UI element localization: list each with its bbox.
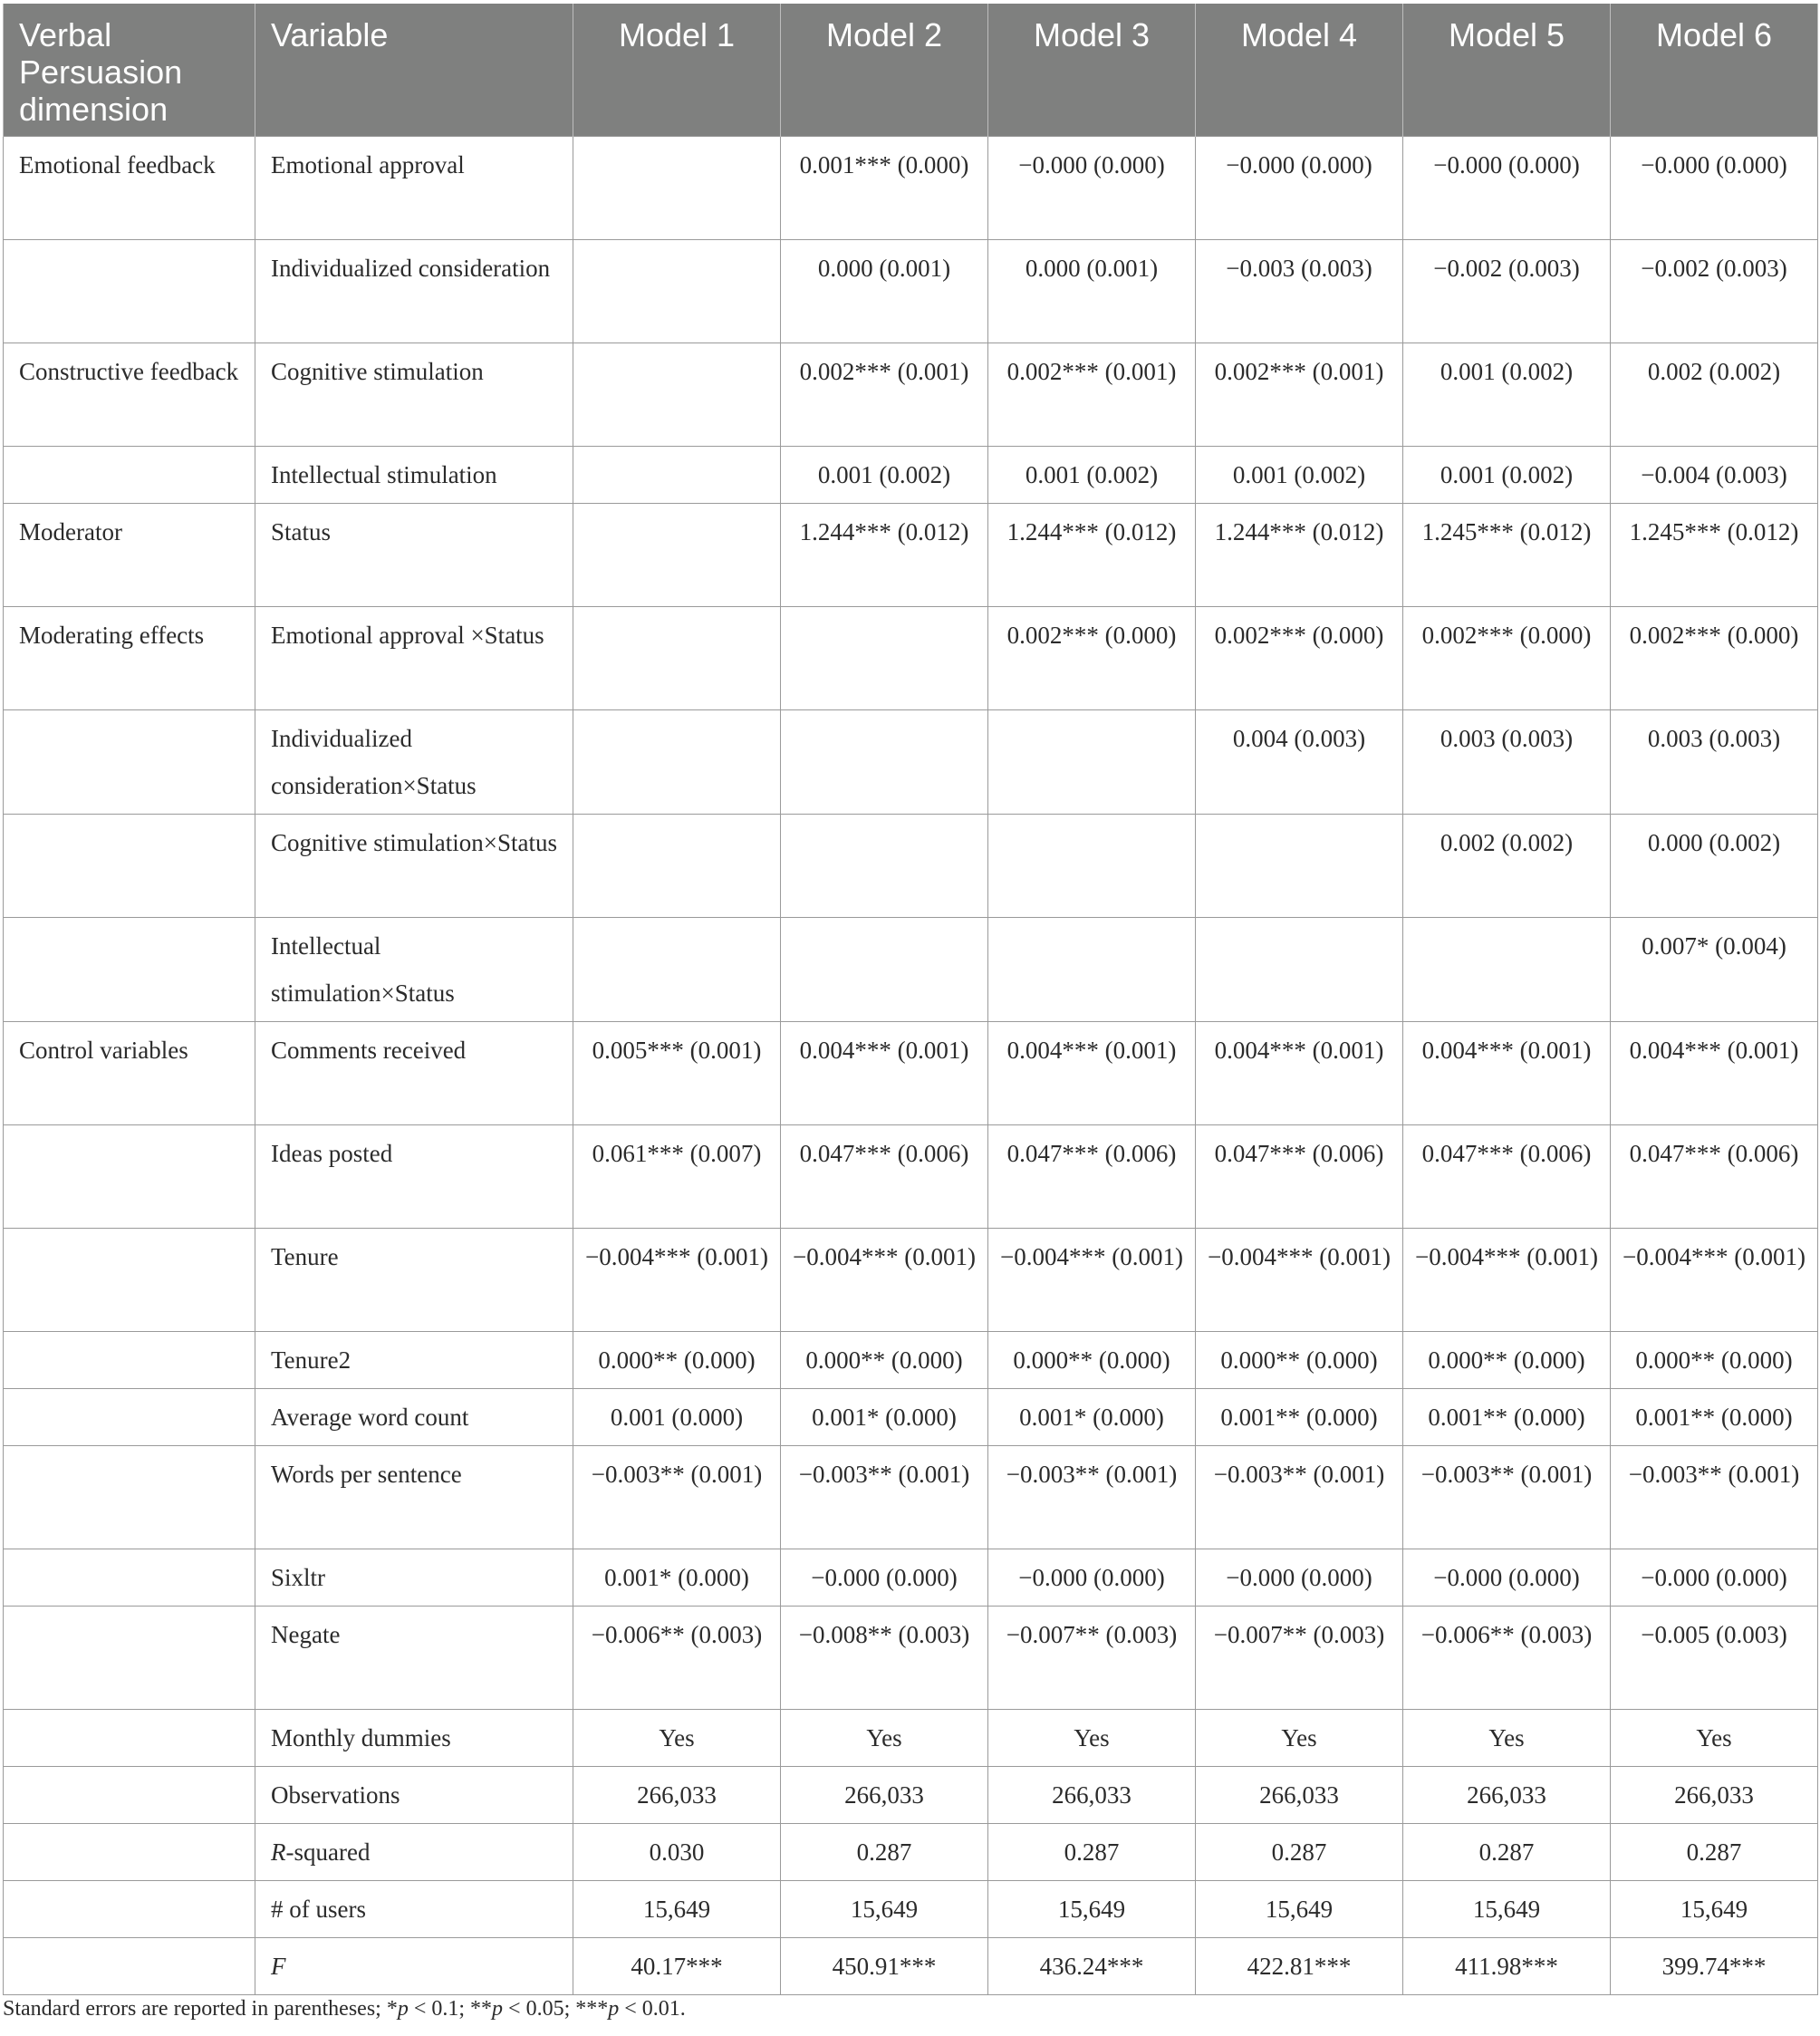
table-row — [4, 607, 1818, 710]
cell-model-6: 15,649 — [1611, 1881, 1818, 1938]
cell-dimension — [4, 918, 255, 1022]
table-row — [4, 1938, 1818, 1995]
table-row — [4, 815, 1818, 918]
cell-model-6: 0.047*** (0.006) — [1611, 1125, 1818, 1229]
table-row — [4, 240, 1818, 343]
cell-dimension — [4, 1710, 255, 1767]
cell-variable: Sixltr — [255, 1549, 573, 1607]
table-row — [4, 1881, 1818, 1938]
table-body — [4, 137, 1818, 1995]
footnote-p2: p — [492, 1997, 504, 2021]
cell-model-1: 40.17*** — [573, 1938, 781, 1995]
cell-model-6: 0.287 — [1611, 1824, 1818, 1881]
header-model-2: Model 2 — [781, 4, 988, 137]
cell-model-6: 0.000 (0.002) — [1611, 815, 1818, 918]
table-row — [4, 1607, 1818, 1710]
cell-model-2: Yes — [781, 1710, 988, 1767]
cell-dimension — [4, 1125, 255, 1229]
cell-model-3: −0.000 (0.000) — [988, 1549, 1196, 1607]
table-row — [4, 1125, 1818, 1229]
cell-model-5: 0.002*** (0.000) — [1403, 607, 1611, 710]
cell-model-3 — [988, 710, 1196, 815]
cell-model-5: 0.001 (0.002) — [1403, 447, 1611, 504]
cell-dimension — [4, 1607, 255, 1710]
table-row — [4, 1824, 1818, 1881]
cell-model-3: −0.007** (0.003) — [988, 1607, 1196, 1710]
cell-variable: Emotional approval ×Status — [255, 607, 573, 710]
cell-model-1: 0.061*** (0.007) — [573, 1125, 781, 1229]
table-header — [4, 4, 1818, 137]
cell-model-1: 15,649 — [573, 1881, 781, 1938]
cell-model-5: 0.001** (0.000) — [1403, 1389, 1611, 1446]
cell-model-4: Yes — [1196, 1710, 1403, 1767]
cell-model-3: −0.003** (0.001) — [988, 1446, 1196, 1549]
cell-model-2: 1.244*** (0.012) — [781, 504, 988, 607]
header-dimension: Verbal Persuasion dimension — [4, 4, 255, 137]
cell-model-5: −0.000 (0.000) — [1403, 1549, 1611, 1607]
cell-model-3 — [988, 918, 1196, 1022]
footnote-t2: < 0.05; *** — [503, 1997, 609, 2021]
cell-model-1: 0.001* (0.000) — [573, 1549, 781, 1607]
cell-model-5: 0.047*** (0.006) — [1403, 1125, 1611, 1229]
cell-model-4: 15,649 — [1196, 1881, 1403, 1938]
cell-variable — [255, 1824, 573, 1881]
cell-model-3: 15,649 — [988, 1881, 1196, 1938]
table-row — [4, 1022, 1818, 1125]
cell-variable: Average word count — [255, 1389, 573, 1446]
cell-model-3: 1.244*** (0.012) — [988, 504, 1196, 607]
cell-model-2: 450.91*** — [781, 1938, 988, 1995]
cell-model-6: 0.007* (0.004) — [1611, 918, 1818, 1022]
cell-model-1: 0.005*** (0.001) — [573, 1022, 781, 1125]
cell-model-5: −0.006** (0.003) — [1403, 1607, 1611, 1710]
header-variable: Variable — [255, 4, 573, 137]
cell-model-4: −0.004*** (0.001) — [1196, 1229, 1403, 1332]
table-row — [4, 343, 1818, 447]
cell-model-4: 0.287 — [1196, 1824, 1403, 1881]
cell-model-4: −0.003** (0.001) — [1196, 1446, 1403, 1549]
cell-model-4: 0.002*** (0.000) — [1196, 607, 1403, 710]
cell-model-2: −0.004*** (0.001) — [781, 1229, 988, 1332]
cell-dimension: Moderator — [4, 504, 255, 607]
cell-model-2 — [781, 918, 988, 1022]
cell-dimension: Emotional feedback — [4, 137, 255, 240]
cell-variable: Tenure — [255, 1229, 573, 1332]
cell-model-1 — [573, 447, 781, 504]
cell-model-3: −0.004*** (0.001) — [988, 1229, 1196, 1332]
cell-model-1 — [573, 918, 781, 1022]
cell-dimension — [4, 1938, 255, 1995]
cell-variable — [255, 1938, 573, 1995]
cell-model-6: Yes — [1611, 1710, 1818, 1767]
cell-model-3 — [988, 815, 1196, 918]
cell-model-4: 0.000** (0.000) — [1196, 1332, 1403, 1389]
cell-dimension: Control variables — [4, 1022, 255, 1125]
table-row — [4, 918, 1818, 1022]
cell-variable: Emotional approval — [255, 137, 573, 240]
cell-model-6: −0.000 (0.000) — [1611, 137, 1818, 240]
cell-model-6: 0.001** (0.000) — [1611, 1389, 1818, 1446]
cell-variable: Status — [255, 504, 573, 607]
cell-model-2: 0.004*** (0.001) — [781, 1022, 988, 1125]
cell-model-5: Yes — [1403, 1710, 1611, 1767]
cell-dimension: Constructive feedback — [4, 343, 255, 447]
cell-model-2: 0.001 (0.002) — [781, 447, 988, 504]
cell-model-2: −0.000 (0.000) — [781, 1549, 988, 1607]
cell-model-5: 0.001 (0.002) — [1403, 343, 1611, 447]
cell-model-3: 0.000 (0.001) — [988, 240, 1196, 343]
cell-dimension — [4, 815, 255, 918]
cell-model-3: −0.000 (0.000) — [988, 137, 1196, 240]
cell-dimension — [4, 1767, 255, 1824]
table-row — [4, 1229, 1818, 1332]
header-model-5: Model 5 — [1403, 4, 1611, 137]
cell-model-5: 0.000** (0.000) — [1403, 1332, 1611, 1389]
table-row — [4, 137, 1818, 240]
cell-model-5: −0.002 (0.003) — [1403, 240, 1611, 343]
cell-variable: Intellectual stimulation×Status — [255, 918, 573, 1022]
variable-rest-part: -squared — [285, 1838, 371, 1866]
cell-model-2: 0.047*** (0.006) — [781, 1125, 988, 1229]
cell-dimension — [4, 1446, 255, 1549]
cell-dimension — [4, 710, 255, 815]
cell-model-6: −0.005 (0.003) — [1611, 1607, 1818, 1710]
cell-model-1: 0.000** (0.000) — [573, 1332, 781, 1389]
cell-model-4 — [1196, 918, 1403, 1022]
footnote-t3: < 0.01. — [619, 1997, 686, 2021]
cell-model-1 — [573, 504, 781, 607]
table-row — [4, 447, 1818, 504]
cell-model-6: −0.002 (0.003) — [1611, 240, 1818, 343]
cell-variable: Cognitive stimulation — [255, 343, 573, 447]
cell-model-6: 1.245*** (0.012) — [1611, 504, 1818, 607]
cell-model-2 — [781, 815, 988, 918]
cell-model-4: −0.003 (0.003) — [1196, 240, 1403, 343]
header-model-1: Model 1 — [573, 4, 781, 137]
cell-model-3: Yes — [988, 1710, 1196, 1767]
cell-variable: Cognitive stimulation×Status — [255, 815, 573, 918]
cell-variable: Negate — [255, 1607, 573, 1710]
cell-model-3: 0.001* (0.000) — [988, 1389, 1196, 1446]
cell-model-2 — [781, 607, 988, 710]
cell-model-2: 0.001*** (0.000) — [781, 137, 988, 240]
cell-model-5: 266,033 — [1403, 1767, 1611, 1824]
regression-table — [3, 4, 1818, 1995]
header-model-3: Model 3 — [988, 4, 1196, 137]
cell-model-6: −0.004 (0.003) — [1611, 447, 1818, 504]
cell-model-2: −0.003** (0.001) — [781, 1446, 988, 1549]
cell-model-4: 0.001 (0.002) — [1196, 447, 1403, 504]
cell-model-2 — [781, 710, 988, 815]
cell-dimension: Moderating effects — [4, 607, 255, 710]
cell-model-3: 436.24*** — [988, 1938, 1196, 1995]
footnote-p1: p — [397, 1997, 409, 2021]
cell-model-4: −0.007** (0.003) — [1196, 1607, 1403, 1710]
cell-model-3: 0.002*** (0.000) — [988, 607, 1196, 710]
cell-model-1 — [573, 710, 781, 815]
cell-model-1 — [573, 137, 781, 240]
cell-model-1 — [573, 815, 781, 918]
cell-model-6: −0.000 (0.000) — [1611, 1549, 1818, 1607]
cell-model-1: 0.001 (0.000) — [573, 1389, 781, 1446]
cell-model-6: −0.004*** (0.001) — [1611, 1229, 1818, 1332]
cell-model-6: 266,033 — [1611, 1767, 1818, 1824]
cell-variable: Monthly dummies — [255, 1710, 573, 1767]
table-row — [4, 710, 1818, 815]
cell-model-5: −0.000 (0.000) — [1403, 137, 1611, 240]
cell-model-4: 0.002*** (0.001) — [1196, 343, 1403, 447]
cell-model-2: 15,649 — [781, 1881, 988, 1938]
cell-variable: # of users — [255, 1881, 573, 1938]
cell-variable: Comments received — [255, 1022, 573, 1125]
cell-model-3: 0.047*** (0.006) — [988, 1125, 1196, 1229]
cell-model-4: 0.004 (0.003) — [1196, 710, 1403, 815]
cell-model-4: −0.000 (0.000) — [1196, 1549, 1403, 1607]
cell-model-2: 0.000 (0.001) — [781, 240, 988, 343]
cell-variable: Observations — [255, 1767, 573, 1824]
cell-model-4: 0.004*** (0.001) — [1196, 1022, 1403, 1125]
cell-model-5: 1.245*** (0.012) — [1403, 504, 1611, 607]
table-row — [4, 1767, 1818, 1824]
cell-model-4: 1.244*** (0.012) — [1196, 504, 1403, 607]
cell-model-4 — [1196, 815, 1403, 918]
table-footnote — [3, 1997, 686, 2022]
cell-model-4: 266,033 — [1196, 1767, 1403, 1824]
cell-model-2: 0.001* (0.000) — [781, 1389, 988, 1446]
cell-model-3: 0.000** (0.000) — [988, 1332, 1196, 1389]
table-row — [4, 1389, 1818, 1446]
table-row — [4, 504, 1818, 607]
table-row — [4, 1446, 1818, 1549]
cell-model-5: 0.002 (0.002) — [1403, 815, 1611, 918]
table-row — [4, 1332, 1818, 1389]
variable-italic-part: F — [271, 1953, 286, 1980]
table-row — [4, 1710, 1818, 1767]
footnote-p3: p — [608, 1997, 620, 2021]
cell-model-2: 0.287 — [781, 1824, 988, 1881]
cell-model-3: 0.004*** (0.001) — [988, 1022, 1196, 1125]
cell-model-6: 0.000** (0.000) — [1611, 1332, 1818, 1389]
cell-dimension — [4, 1332, 255, 1389]
cell-model-6: 0.002*** (0.000) — [1611, 607, 1818, 710]
cell-model-6: 0.003 (0.003) — [1611, 710, 1818, 815]
header-model-4: Model 4 — [1196, 4, 1403, 137]
cell-model-3: 0.287 — [988, 1824, 1196, 1881]
cell-model-6: 0.004*** (0.001) — [1611, 1022, 1818, 1125]
cell-model-2: 0.000** (0.000) — [781, 1332, 988, 1389]
cell-variable: Individualized consideration×Status — [255, 710, 573, 815]
cell-model-4: 422.81*** — [1196, 1938, 1403, 1995]
cell-variable: Individualized consideration — [255, 240, 573, 343]
cell-model-1: 0.030 — [573, 1824, 781, 1881]
cell-model-6: −0.003** (0.001) — [1611, 1446, 1818, 1549]
cell-dimension — [4, 1549, 255, 1607]
cell-model-4: 0.001** (0.000) — [1196, 1389, 1403, 1446]
table-row — [4, 1549, 1818, 1607]
cell-model-4: −0.000 (0.000) — [1196, 137, 1403, 240]
cell-model-5: 411.98*** — [1403, 1938, 1611, 1995]
cell-variable: Intellectual stimulation — [255, 447, 573, 504]
cell-variable: Tenure2 — [255, 1332, 573, 1389]
cell-model-1 — [573, 607, 781, 710]
cell-model-5: 0.004*** (0.001) — [1403, 1022, 1611, 1125]
cell-dimension — [4, 240, 255, 343]
cell-model-4: 0.047*** (0.006) — [1196, 1125, 1403, 1229]
cell-model-5: −0.003** (0.001) — [1403, 1446, 1611, 1549]
variable-italic-part: R — [271, 1838, 286, 1866]
cell-model-6: 0.002 (0.002) — [1611, 343, 1818, 447]
cell-dimension — [4, 1881, 255, 1938]
cell-model-3: 0.002*** (0.001) — [988, 343, 1196, 447]
cell-model-6: 399.74*** — [1611, 1938, 1818, 1995]
cell-model-5: 0.003 (0.003) — [1403, 710, 1611, 815]
cell-model-5: 0.287 — [1403, 1824, 1611, 1881]
footnote-t1: < 0.1; ** — [408, 1997, 493, 2021]
cell-model-5 — [1403, 918, 1611, 1022]
cell-model-5: 15,649 — [1403, 1881, 1611, 1938]
cell-model-1 — [573, 240, 781, 343]
cell-model-1: Yes — [573, 1710, 781, 1767]
cell-model-2: −0.008** (0.003) — [781, 1607, 988, 1710]
footnote-lead: Standard errors are reported in parentheses; * — [3, 1997, 398, 2021]
cell-model-5: −0.004*** (0.001) — [1403, 1229, 1611, 1332]
cell-model-1: 266,033 — [573, 1767, 781, 1824]
cell-variable: Words per sentence — [255, 1446, 573, 1549]
cell-model-1 — [573, 343, 781, 447]
cell-model-3: 0.001 (0.002) — [988, 447, 1196, 504]
cell-model-1: −0.006** (0.003) — [573, 1607, 781, 1710]
cell-dimension — [4, 447, 255, 504]
cell-model-2: 0.002*** (0.001) — [781, 343, 988, 447]
cell-dimension — [4, 1389, 255, 1446]
header-model-6: Model 6 — [1611, 4, 1818, 137]
cell-model-3: 266,033 — [988, 1767, 1196, 1824]
cell-model-1: −0.004*** (0.001) — [573, 1229, 781, 1332]
cell-model-1: −0.003** (0.001) — [573, 1446, 781, 1549]
cell-model-2: 266,033 — [781, 1767, 988, 1824]
cell-dimension — [4, 1824, 255, 1881]
cell-dimension — [4, 1229, 255, 1332]
cell-variable: Ideas posted — [255, 1125, 573, 1229]
